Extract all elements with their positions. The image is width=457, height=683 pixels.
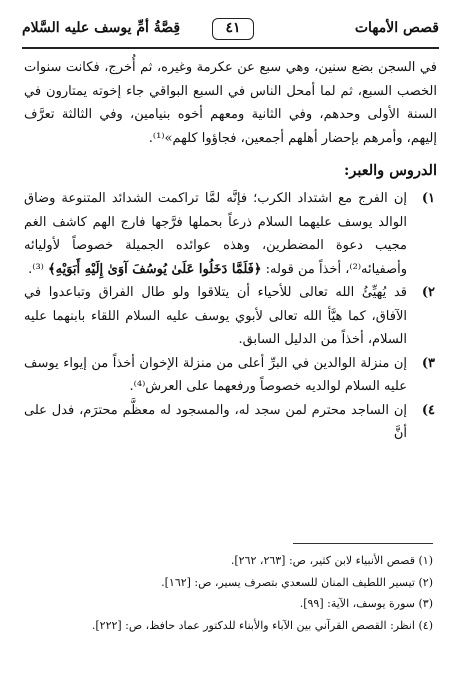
running-header — [22, 18, 439, 44]
lesson-text: إن الساجد محترم لمن سجد له، والمسجود له معظَّم محترَم، فدل على أنَّ — [24, 402, 407, 441]
footnote: (٣) سورة يوسف، الآية: [٩٩]. — [299, 597, 433, 610]
footnote: (١) قصص الأنبياء لابن كثير، ص: [٢٦٣، ٢٦٢]. — [230, 554, 433, 567]
footnotes — [20, 550, 433, 636]
quran-quote: ﴿فَلَمَّا دَخَلُوا عَلَىٰ يُوسُفَ آوَىٰ إِلَيْهِ أَبَوَيْهِ﴾ — [48, 261, 262, 277]
lesson-item — [24, 187, 437, 281]
lesson-number: ٢) — [421, 285, 435, 300]
section-heading: الدروس والعبر: — [344, 162, 437, 179]
lesson-number: ١) — [421, 191, 435, 206]
page-number: ٤١ — [212, 18, 254, 40]
footnote-ref: ⁽³⁾. — [28, 261, 44, 277]
footnote-divider — [293, 543, 433, 544]
lesson-item — [24, 399, 437, 446]
intro-paragraph: في السجن بضع سنين، وهي سبع عن عكرمة وغيره، ثم أُخرج، فكانت سنوات الخصب السبع، ثم لما أمحل الناس في السبع البواقي جاء إخوته يمتارون في السنة الأولى وحدهم، وفي الثانية ومعهم أخوه بنيامين، وفي الثالثة تعرَّف إليهم، وأمرهم بإحضار أهلهم أجمعين، فجاؤوا كلهم»⁽¹⁾. — [24, 60, 437, 146]
lesson-item — [24, 352, 437, 399]
main-text — [24, 56, 437, 446]
footnote: (٢) تيسير اللطيف المنان للسعدي بتصرف يسير، ص: [١٦٢]. — [161, 575, 433, 589]
book-title: قصص الأمهات — [354, 20, 439, 36]
chapter-title: قِصَّةُ أمِّ يوسف عليه السَّلام — [22, 20, 181, 36]
lesson-number: ٣) — [421, 355, 435, 371]
footnote: (٤) انظر: القصص القرآني بين الآباء والأبناء للدكتور عماد حافظ، ص: [٢٢٢]. — [91, 618, 433, 632]
lesson-text: إن الفرج مع اشتداد الكرب؛ فإنَّه لمَّا تراكمت الشدائد المتنوعة وضاق الوالد يوسف عليهما السلام ذرعاً بحملها فرَّجها فارج الهم كاشف الغم مجيب دعوة المضطرين، وهذه عوائده الجميلة خصوصاً لأوليائه وأصفيائه⁽²⁾، أخذاً من قوله: — [24, 191, 407, 277]
header-divider — [22, 47, 439, 49]
lesson-text: قد يُهيِّئُ الله تعالى للأحياء أن يتلاقوا ولو طال الفراق وتباعدوا في الآفاق، كما هيَّأ الله تعالى لأبوي يوسف عليه السلام اللقاء بابنهما عليه السلام، أخذاً من الدليل السابق. — [24, 285, 407, 347]
lesson-item — [24, 281, 437, 352]
lesson-number: ٤) — [421, 402, 435, 418]
lesson-text: إن منزلة الوالدين في البرِّ أعلى من منزلة الإخوان أخذاً من إيواء يوسف عليه السلام لوالديه خصوصاً ورفعهما على العرش⁽⁴⁾. — [24, 355, 407, 394]
